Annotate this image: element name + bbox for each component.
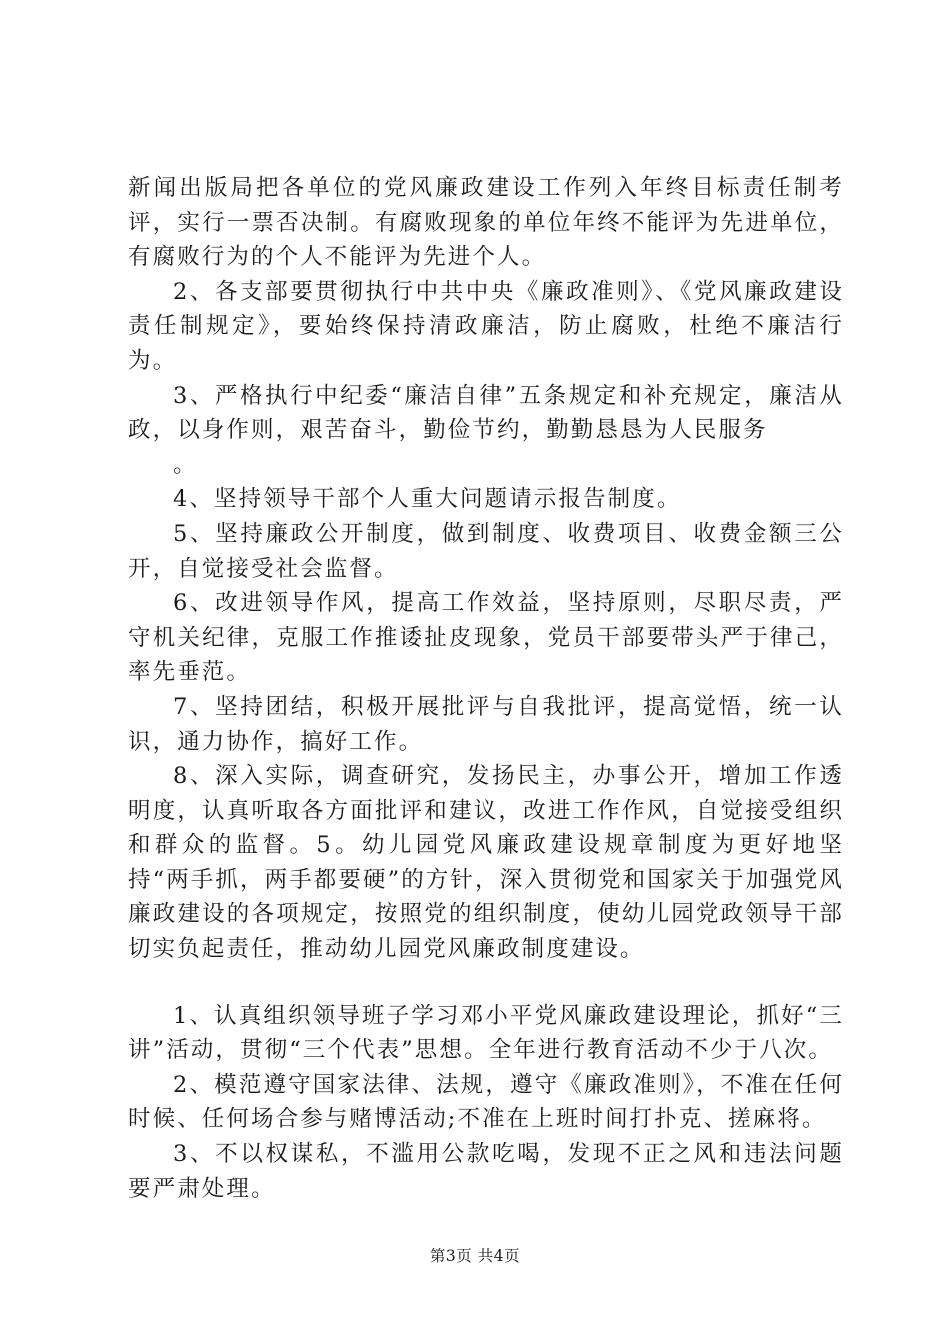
paragraph: 1、认真组织领导班子学习邓小平党风廉政建设理论，抓好“三讲”活动，贯彻“三个代表”思想。全年进行教育活动不少于八次。 bbox=[128, 1002, 844, 1064]
paragraph: 。 bbox=[173, 451, 198, 478]
paragraph: 4、坚持领导干部个人重大问题请示报告制度。 bbox=[173, 486, 682, 513]
paragraph: 8、深入实际，调查研究，发扬民主，办事公开，增加工作透明度，认真听取各方面批评和建议，改进工作作风，自觉接受组织和群众的监督。5。幼儿园党风廉政建设规章制度为更好地坚持“两手抓，两手都要硬”的方针，深入贯彻党和国家关于加强党风廉政建设的各项规定，按照党的组织制度，使幼儿园党政领导干部切实负起责任，推动幼儿园党风廉政制度建设。 bbox=[128, 763, 845, 963]
page-number-footer: 第3页 共4页 bbox=[429, 1247, 521, 1265]
paragraph: 2、各支部要贯彻执行中共中央《廉政准则》、《党风廉政建设责任制规定》，要始终保持清政廉洁，防止腐败，杜绝不廉洁行为。 bbox=[128, 278, 844, 374]
paragraph: 新闻出版局把各单位的党风廉政建设工作列入年终目标责任制考评，实行一票否决制。有腐败现象的单位年终不能评为先进单位，有腐败行为的个人不能评为先进个人。 bbox=[128, 175, 844, 271]
section-gap bbox=[128, 967, 844, 999]
paragraph: 6、改进领导作风，提高工作效益，坚持原则，尽职尽责，严守机关纪律，克服工作推诿扯皮现象，党员干部要带头严于律己，率先垂范。 bbox=[128, 590, 844, 686]
document-body bbox=[128, 171, 844, 1206]
paragraph: 3、严格执行中纪委“廉洁自律”五条规定和补充规定，廉洁从政，以身作则，艰苦奋斗，勤俭节约，勤勤恳恳为人民服务 bbox=[128, 382, 844, 444]
paragraph: 7、坚持团结，积极开展批评与自我批评，提高觉悟，统一认识，通力协作，搞好工作。 bbox=[128, 693, 844, 755]
paragraph: 5、坚持廉政公开制度，做到制度、收费项目、收费金额三公开，自觉接受社会监督。 bbox=[128, 520, 844, 582]
paragraph: 3、不以权谋私，不滥用公款吃喝，发现不正之风和违法问题要严肃处理。 bbox=[128, 1141, 844, 1202]
paragraph: 2、模范遵守国家法律、法规，遵守《廉政准则》，不准在任何时候、任何场合参与赌博活动;不准在上班时间打扑克、搓麻将。 bbox=[128, 1071, 844, 1133]
